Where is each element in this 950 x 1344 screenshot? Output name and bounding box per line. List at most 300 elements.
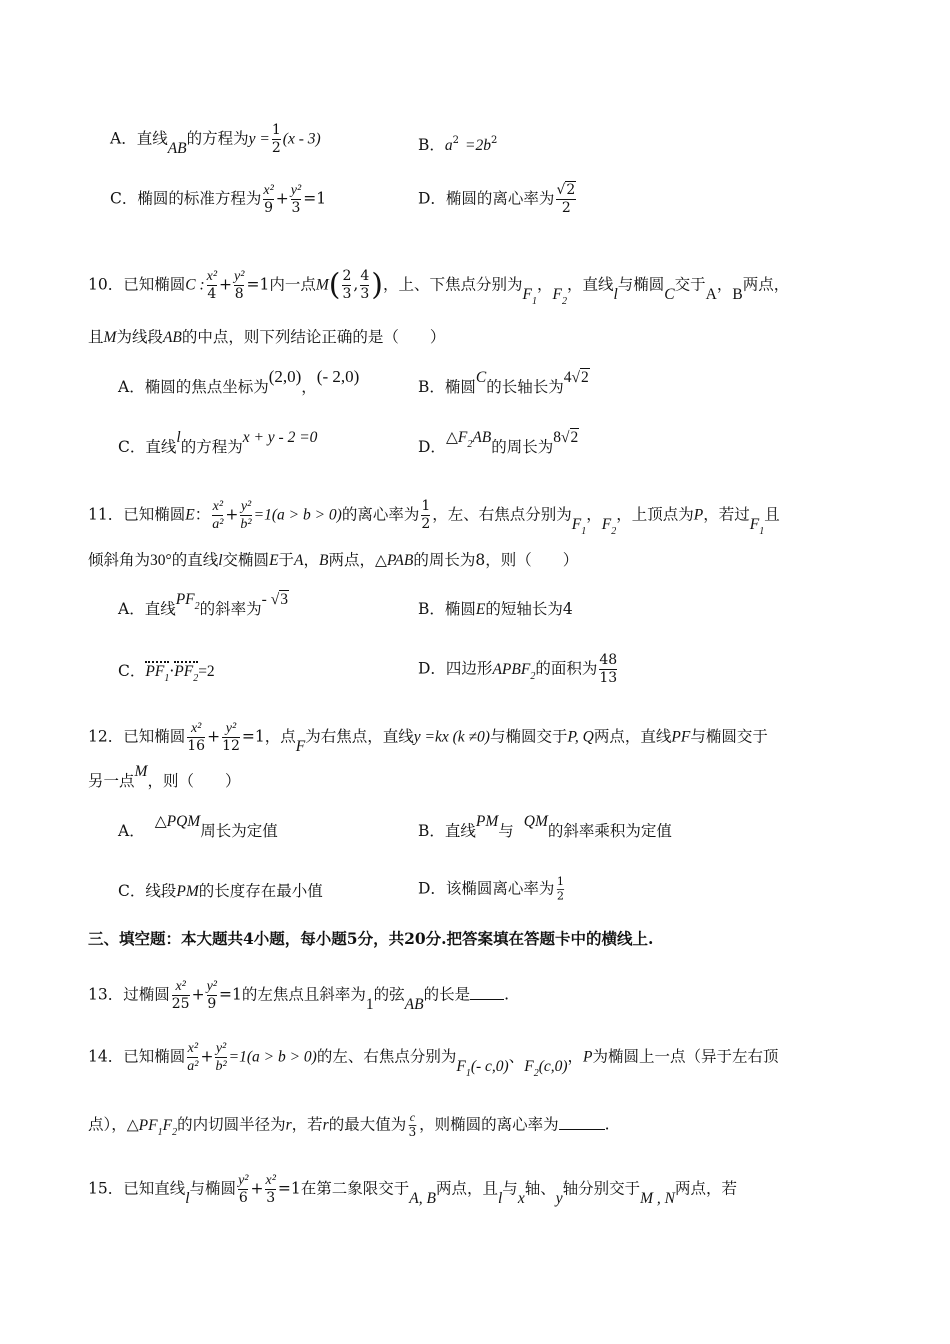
question-number: 11．已知椭圆 [88,505,186,524]
question-number: 14．已知椭圆 [88,1047,186,1066]
stem-text: 两点， [742,275,790,294]
plus: + [191,985,205,1004]
fraction [599,652,617,687]
var-a: a [444,137,453,154]
dot-product: · [169,662,175,680]
section-3-title: 三、填空题：本大题共4小题，每小题5分，共20分.把答案填在答题卡中的横线上. [88,929,654,948]
var: PF [174,663,194,680]
separator: ， [303,551,320,569]
frac-den: 2 [556,199,576,217]
subscript: 1 [759,525,765,537]
var: F [456,1057,466,1075]
fraction-sqrt2-2 [556,182,576,217]
var: AB [472,429,492,446]
fraction [557,876,564,904]
stem-text: 两点， [328,551,376,569]
frac-den: 13 [599,670,618,686]
sqrt-sign: √ [571,369,581,386]
option-text: 的长轴长为 [486,378,564,396]
q12-stem-line1 [88,720,768,755]
frac-den: a² [212,517,224,532]
line-l: l [218,552,223,569]
var: APBF [492,660,531,678]
question-number: 10．已知椭圆 [88,275,186,294]
option-text: 的方程为 [180,438,243,456]
frac-den: 9 [264,200,274,216]
period: . [504,985,510,1004]
stem-text: 与椭圆 [617,275,665,294]
quadrilateral [492,660,536,682]
fraction [238,1172,248,1207]
frac-den: 8 [234,286,244,302]
frac-num: 1 [271,122,281,138]
answer-blank[interactable] [559,1129,605,1130]
subscript: 2 [172,1126,178,1138]
stem-text: ，点 [264,727,296,746]
focus-coord-1: (2,0) [268,367,302,386]
frac-num: x² [265,1173,276,1188]
stem-text: 在第二象限交于 [300,1179,410,1198]
stem-text: 与椭圆 [189,1179,237,1198]
var-r: r [322,1116,329,1134]
subscript: 2 [611,525,617,537]
points-pq: P, Q [567,728,594,746]
radicand: 2 [566,182,576,198]
fraction [265,1172,275,1207]
stem-text: ，则椭圆的离心率为 [419,1115,559,1134]
stem-text: 的弦 [373,985,405,1004]
frac-num: x² [212,499,224,514]
fraction [240,498,251,533]
q12-option-b [418,813,672,843]
stem-text: ，则（ ） [147,772,241,790]
q9-option-b [418,130,497,157]
point-m: M [315,276,329,294]
equals-one: =1 [277,1179,301,1198]
var: F [552,285,562,303]
fraction [212,498,223,533]
frac-num: x² [187,1041,199,1056]
focus-f1 [522,285,537,307]
frac-num: 1 [421,498,431,514]
frac-num: y² [240,499,252,514]
subscript: 1 [531,295,537,307]
triangle-pf1f2 [138,1116,178,1138]
period: . [604,1115,610,1134]
fraction [187,720,205,755]
separator: ， [301,378,317,396]
q10-option-c [118,429,318,459]
equals: =2 [198,663,215,680]
equation-lhs: y = [248,130,270,148]
radicand: 2 [581,369,589,386]
option-b-label: B．直线 [418,822,476,840]
point-a: A [705,285,717,303]
ellipse-c: C [475,369,487,386]
coordinate: (- c,0) [470,1057,509,1075]
stem-text: 两点，且 [435,1179,498,1198]
q9-option-a [110,122,321,157]
conjunction: 与 [498,822,514,840]
frac-den: 16 [187,738,206,754]
option-a-label: A．直线 [110,129,168,148]
stem-text: 与椭圆交于 [489,727,568,746]
var: F [571,515,582,533]
stem-text: 内一点 [269,275,316,294]
line-pf: PF [671,728,691,746]
stem-text: 的直线 [171,551,219,569]
q10-option-d [418,429,579,466]
ellipse-name: C : [185,276,205,294]
fraction [187,1040,198,1075]
option-a-label: A．直线 [118,600,176,618]
frac-den: a² [187,1059,199,1074]
q11-option-a [118,591,289,628]
fraction [215,1040,226,1075]
frac-den: 9 [207,996,217,1012]
q11-stem-line2 [88,549,578,572]
sqrt-sign: √ [561,429,570,446]
q11-stem-line1 [88,498,780,537]
comma: , [353,275,359,294]
separator: 、 [508,1047,525,1066]
stem-text: 于 [278,551,295,569]
stem-text: ，上顶点为 [616,505,694,524]
frac-num: y² [238,1173,249,1188]
plus: + [219,275,233,294]
option-d-label: D．该椭圆离心率为 [418,879,555,898]
fraction [207,978,217,1013]
frac-den: 2 [557,889,565,903]
axis-x: x [517,1189,525,1207]
equation-rhs: (x - 3) [282,130,321,148]
q11-option-c [118,660,215,690]
stem-text: ，左、右焦点分别为 [432,505,572,524]
sign: - [261,591,271,608]
q9-option-d [418,182,578,217]
chord-ab: AB [404,995,424,1013]
value [262,591,289,608]
sqrt-sign: √ [270,591,280,608]
option-text: 的周长为 [491,438,554,456]
frac-den: 12 [222,738,240,754]
equals-one: =1 [218,985,242,1004]
stem-text: 两点，若 [675,1179,738,1198]
separator: ， [536,275,553,294]
point-p: P [583,1048,593,1066]
equals-one: =1 [246,275,270,294]
ellipse-e: E [475,601,486,618]
option-c-label: C．直线 [118,438,177,456]
line-l: l [497,1189,503,1207]
option-text: 的方程为 [186,129,249,148]
triangle-pab: △PAB [375,552,414,569]
question-number: 15．已知直线 [88,1179,186,1198]
slope-value: 1 [365,995,374,1013]
focus-coord-2: (- 2,0) [316,367,360,386]
q12-option-d [418,872,567,907]
frac-num: y² [234,269,245,284]
stem-text: 为线段 [116,328,163,346]
q11-option-b [418,598,573,621]
segment-pm: PM [176,883,199,900]
frac-num: x² [175,979,186,994]
left-paren: ( [328,267,341,303]
fraction-half [272,122,281,157]
segment-ab: AB [162,329,182,346]
ellipse-c: C [664,285,675,303]
vector-pf2 [174,661,199,684]
frac-num [556,182,576,199]
stem-text: 的左、右焦点分别为 [316,1047,457,1066]
point-b: B [732,285,743,303]
option-c-label: C． [118,662,146,680]
subscript: 1 [465,1067,471,1079]
frac-num: c [410,1111,416,1125]
point-a: A [294,552,304,569]
sqrt [271,589,289,611]
frac-den: 3 [408,1125,417,1140]
stem-text: 轴分别交于 [562,1179,641,1198]
frac-num: y² [290,183,302,198]
stem-text: 与 [502,1179,518,1198]
var-r: r [285,1116,292,1134]
triangle [445,429,492,450]
subscript: 2 [467,439,473,450]
coordinate: (c,0) [538,1057,568,1075]
line-equation: x + y - 2 =0 [242,429,318,446]
separator: ， [586,505,602,524]
vector-pf1 [145,661,170,684]
option-b-label: B．椭圆 [418,378,476,396]
option-a-label: A． [118,822,145,840]
option-text: 的斜率乘积为定值 [547,822,672,840]
option-text: 的斜率为 [199,600,262,618]
subscript: 2 [530,670,536,682]
radicand: 3 [280,591,288,608]
q12-option-a [118,813,278,843]
option-a-label: A．椭圆的焦点坐标为 [118,378,269,396]
focus-f2 [601,515,617,537]
stem-text: 交椭圆 [222,551,270,569]
frac-den: 3 [291,200,301,216]
condition: =1(a > b > 0) [228,1048,317,1066]
var: △F [445,429,468,446]
ellipse-e: E [269,552,279,569]
stem-text: ，若过 [703,505,750,524]
fraction-y2-3 [291,182,301,217]
q10-option-b [418,369,590,399]
option-text: 周长为定值 [200,822,278,840]
stem-text: 为右焦点，直线 [305,727,414,746]
value [564,369,590,386]
ellipse-e: E [185,506,195,524]
stem-text: ，若 [291,1115,323,1134]
focus-f2 [552,285,567,307]
fraction [207,268,217,303]
frac-num: x² [206,269,218,284]
triangle-pqm: △PQM [154,813,201,830]
frac-num: x² [190,721,202,736]
q9-option-c [110,182,326,217]
frac-den: b² [240,517,252,532]
var: PF [138,1116,158,1134]
option-c-label: C．椭圆的标准方程为 [110,189,262,208]
stem-text: 轴、 [524,1179,556,1198]
subscript: 2 [194,601,200,612]
frac-den: 2 [421,516,431,532]
option-text: 的短轴长为4 [485,600,573,618]
plus: + [200,1047,214,1066]
stem-text: 的周长为8，则（ ） [413,551,579,569]
frac-num: 4 [360,268,370,284]
q13-stem [88,978,509,1013]
stem-text: 且 [88,328,104,346]
var: PF [145,663,165,680]
line-l: l [185,1189,190,1207]
option-text: 的面积为 [535,659,598,678]
stem-text: 点），△ [88,1115,139,1134]
q14-stem-line2 [88,1108,610,1144]
right-paren: ) [371,267,383,303]
subscript: 2 [533,1067,539,1079]
sqrt [572,367,590,389]
stem-text: 且 [764,505,780,524]
stem-text: 的最大值为 [328,1115,407,1134]
stem-text: 两点，直线 [593,727,672,746]
points-mn: M , N [640,1189,675,1207]
exponent: 2 [452,135,460,146]
var: F [524,1057,534,1075]
stem-text: 另一点 [88,772,135,790]
fraction [360,268,369,303]
option-text: 的长度存在最小值 [198,882,323,900]
stem-text: 为椭圆上一点（异于左右顶 [592,1047,779,1066]
frac-num: 2 [342,268,352,284]
point-p: P [693,506,704,524]
point-b: B [319,552,329,569]
frac-den: 25 [171,996,190,1012]
frac-num: y² [225,721,237,736]
plus: + [275,189,289,208]
option-c-label: C．线段 [118,882,177,900]
focus-f2 [524,1057,568,1079]
stem-text: 的左焦点且斜率为 [241,985,366,1004]
frac-num: 1 [557,875,565,889]
frac-num: 48 [599,652,618,668]
coefficient: 4 [563,369,572,386]
fraction [342,268,351,303]
focus-f: F [295,737,306,755]
fraction [234,268,244,303]
fraction-x2-9 [263,182,273,217]
frac-den: 3 [342,286,352,302]
line-equation: y =kx (k ≠0) [413,728,490,746]
fraction [421,498,430,533]
plus: + [225,505,239,524]
q14-stem-line1 [88,1040,779,1079]
var: PF [175,591,195,608]
equals-one: =1 [241,727,265,746]
frac-num: y² [215,1041,227,1056]
stem-text: 交于 [674,275,706,294]
line-qm: QM [523,813,548,830]
focus-f1 [571,515,587,537]
q12-option-c [118,880,323,903]
fraction [172,978,190,1013]
stem-text: 的中点，则下列结论正确的是（ ） [181,328,446,346]
points-ab: A, B [409,1189,436,1207]
var: F [749,515,760,533]
option-d-label: D．四边形 [418,659,493,678]
frac-den: 6 [238,1190,248,1206]
frac-den: 3 [266,1190,276,1206]
equation: =2b [465,137,491,154]
q11-option-d [418,652,619,688]
segment-pf2 [175,591,200,612]
angle: 30° [150,552,172,569]
point-m: M [134,763,148,780]
stem-text: 的内切圆半径为 [177,1115,286,1134]
stem-text: ，上、下焦点分别为 [382,275,523,294]
frac-den: 2 [271,140,281,156]
frac-den: 4 [207,286,217,302]
option-d-label: D．椭圆的离心率为 [418,189,555,208]
line-pm: PM [475,813,499,830]
separator: ， [567,1047,584,1066]
q10-stem-line1 [88,267,790,307]
q10-option-a [118,367,360,398]
q10-stem-line2 [88,326,445,349]
subscript: 2 [561,295,567,307]
subscript: 1 [581,525,587,537]
option-b-label: B．椭圆 [418,600,476,618]
line-l: l [613,285,618,303]
sqrt [561,427,579,449]
sqrt [556,182,576,199]
frac-den: 3 [360,286,370,302]
var: F [162,1116,173,1134]
radicand: 2 [570,429,579,446]
focus-f1 [456,1057,509,1079]
focus-f1 [749,515,765,537]
q15-stem-line1 [88,1172,737,1207]
var: F [522,285,532,303]
exponent: 2 [490,135,498,146]
option-d-label: D． [418,438,446,456]
equals-one: =1 [303,189,327,208]
subscript: 1 [157,1126,163,1138]
frac-num: y² [206,979,217,994]
segment-ab: AB [167,139,187,157]
stem-text: 的长是 [423,985,471,1004]
fraction [409,1111,417,1141]
fraction [222,720,240,755]
subscript: 1 [164,673,170,684]
frac-num: x² [263,183,274,198]
line-l: l [176,429,181,446]
colon: ： [194,505,211,524]
axis-y: y [555,1189,563,1207]
stem-text: 的离心率为 [341,505,420,524]
subscript: 2 [193,673,199,684]
answer-blank[interactable] [470,999,504,1000]
stem-text: 与椭圆交于 [690,727,768,746]
coefficient: 8 [553,429,562,446]
var: F [601,515,612,533]
option-b-label: B． [418,136,445,154]
q12-stem-line2 [88,763,241,793]
